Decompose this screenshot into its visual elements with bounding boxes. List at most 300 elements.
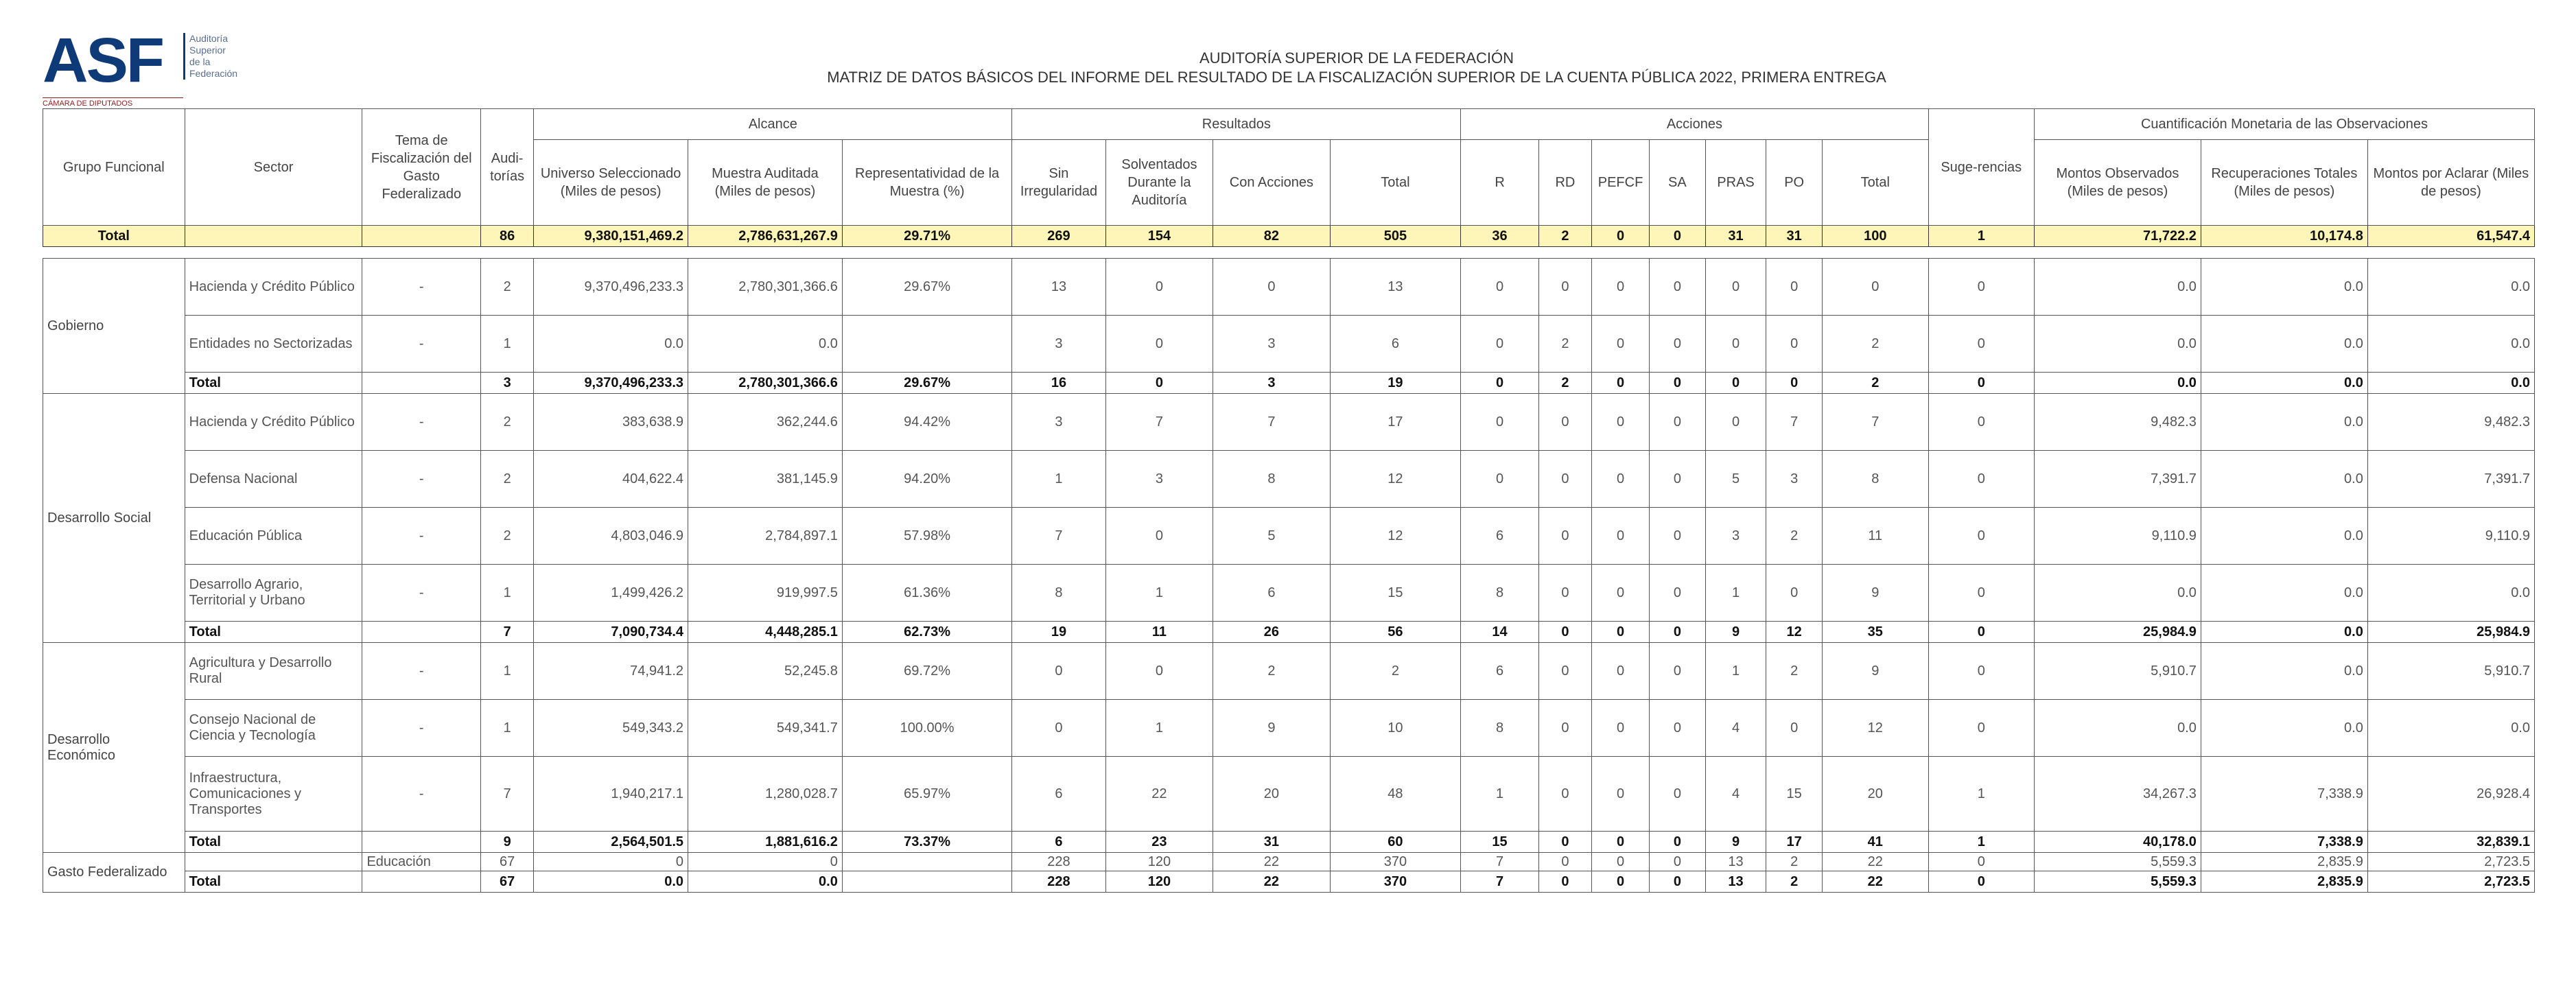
cell-total-acciones: 41 xyxy=(1823,832,1929,853)
cell-total-acciones: 12 xyxy=(1823,700,1929,757)
cell-montos-aclarar: 26,928.4 xyxy=(2367,757,2534,832)
cell-sugerencias: 1 xyxy=(1928,832,2034,853)
cell-sa: 0 xyxy=(1650,226,1706,247)
cell-montos-aclarar: 61,547.4 xyxy=(2367,226,2534,247)
cell-auditorias: 3 xyxy=(481,373,534,394)
cell-muestra: 0.0 xyxy=(688,871,843,893)
cell-po: 31 xyxy=(1766,226,1823,247)
cell-recuperaciones: 7,338.9 xyxy=(2201,832,2367,853)
cell-con-acciones: 22 xyxy=(1213,871,1330,893)
empty-cell xyxy=(362,226,481,247)
cell-sa: 0 xyxy=(1650,316,1706,373)
cell-sa: 0 xyxy=(1650,643,1706,700)
col-montos-observados: Montos Observados (Miles de pesos) xyxy=(2034,140,2201,226)
cell-r: 15 xyxy=(1461,832,1539,853)
cell-muestra: 2,786,631,267.9 xyxy=(688,226,843,247)
cell-r: 0 xyxy=(1461,316,1539,373)
group-alcance: Alcance xyxy=(534,109,1012,140)
cell-con-acciones: 31 xyxy=(1213,832,1330,853)
group-cuantificacion: Cuantificación Monetaria de las Observaciones xyxy=(2034,109,2534,140)
cell-sugerencias: 0 xyxy=(1928,316,2034,373)
cell-total-acciones: 7 xyxy=(1823,394,1929,451)
cell-representatividad: 62.73% xyxy=(842,622,1012,643)
cell-montos-observados: 5,559.3 xyxy=(2034,853,2201,871)
cell-sin-irregularidad: 228 xyxy=(1012,871,1105,893)
cell-total-acciones: 0 xyxy=(1823,259,1929,316)
cell-pefcf: 0 xyxy=(1592,508,1650,565)
subtotal-label: Total xyxy=(185,871,362,893)
col-solventados: Solventados Durante la Auditoría xyxy=(1105,140,1213,226)
cell-sugerencias: 0 xyxy=(1928,259,2034,316)
cell-sugerencias: 0 xyxy=(1928,373,2034,394)
cell-universo: 7,090,734.4 xyxy=(534,622,688,643)
cell-con-acciones: 26 xyxy=(1213,622,1330,643)
cell-solventados: 23 xyxy=(1105,832,1213,853)
cell-sa: 0 xyxy=(1650,832,1706,853)
cell-pras: 1 xyxy=(1705,643,1766,700)
cell-sector: Entidades no Sectorizadas xyxy=(185,316,362,373)
table-row xyxy=(43,394,2535,451)
cell-rd: 0 xyxy=(1538,871,1591,893)
cell-total-resultados: 6 xyxy=(1330,316,1461,373)
cell-total-acciones: 11 xyxy=(1823,508,1929,565)
cell-montos-observados: 40,178.0 xyxy=(2034,832,2201,853)
cell-muestra: 0 xyxy=(688,853,843,871)
cell-representatividad: 73.37% xyxy=(842,832,1012,853)
cell-representatividad: 29.67% xyxy=(842,259,1012,316)
cell-pras: 4 xyxy=(1705,700,1766,757)
cell-representatividad: 69.72% xyxy=(842,643,1012,700)
group-name-social: Desarrollo Social xyxy=(43,394,185,643)
cell-solventados: 120 xyxy=(1105,853,1213,871)
cell-sa: 0 xyxy=(1650,853,1706,871)
col-pefcf: PEFCF xyxy=(1592,140,1650,226)
cell-solventados: 3 xyxy=(1105,451,1213,508)
cell-pras: 0 xyxy=(1705,373,1766,394)
cell-universo: 0.0 xyxy=(534,316,688,373)
cell-po: 12 xyxy=(1766,622,1823,643)
cell-universo: 9,380,151,469.2 xyxy=(534,226,688,247)
cell-total-resultados: 17 xyxy=(1330,394,1461,451)
cell-muestra: 2,784,897.1 xyxy=(688,508,843,565)
empty-cell xyxy=(362,832,481,853)
cell-auditorias: 2 xyxy=(481,259,534,316)
cell-po: 0 xyxy=(1766,700,1823,757)
cell-pefcf: 0 xyxy=(1592,259,1650,316)
cell-sa: 0 xyxy=(1650,451,1706,508)
cell-con-acciones: 2 xyxy=(1213,643,1330,700)
cell-total-acciones: 2 xyxy=(1823,316,1929,373)
cell-representatividad: 65.97% xyxy=(842,757,1012,832)
cell-rd: 0 xyxy=(1538,643,1591,700)
cell-tema: - xyxy=(362,394,481,451)
cell-montos-observados: 9,110.9 xyxy=(2034,508,2201,565)
cell-sa: 0 xyxy=(1650,394,1706,451)
cell-r: 6 xyxy=(1461,643,1539,700)
cell-montos-observados: 7,391.7 xyxy=(2034,451,2201,508)
cell-pras: 3 xyxy=(1705,508,1766,565)
cell-rd: 0 xyxy=(1538,622,1591,643)
subtotal-row xyxy=(43,622,2535,643)
cell-recuperaciones: 2,835.9 xyxy=(2201,871,2367,893)
cell-rd: 2 xyxy=(1538,373,1591,394)
cell-solventados: 22 xyxy=(1105,757,1213,832)
cell-sa: 0 xyxy=(1650,259,1706,316)
cell-total-resultados: 19 xyxy=(1330,373,1461,394)
cell-pefcf: 0 xyxy=(1592,622,1650,643)
cell-sin-irregularidad: 6 xyxy=(1012,832,1105,853)
cell-muestra: 1,280,028.7 xyxy=(688,757,843,832)
cell-muestra: 381,145.9 xyxy=(688,451,843,508)
cell-recuperaciones: 0.0 xyxy=(2201,373,2367,394)
cell-universo: 1,940,217.1 xyxy=(534,757,688,832)
col-r: R xyxy=(1461,140,1539,226)
cell-pras: 13 xyxy=(1705,853,1766,871)
subtotal-row xyxy=(43,871,2535,893)
cell-sa: 0 xyxy=(1650,757,1706,832)
cell-pras: 5 xyxy=(1705,451,1766,508)
table-row xyxy=(43,700,2535,757)
cell-universo: 4,803,046.9 xyxy=(534,508,688,565)
cell-muestra: 2,780,301,366.6 xyxy=(688,259,843,316)
cell-muestra: 52,245.8 xyxy=(688,643,843,700)
cell-sugerencias: 0 xyxy=(1928,565,2034,622)
cell-recuperaciones: 0.0 xyxy=(2201,700,2367,757)
cell-pras: 9 xyxy=(1705,622,1766,643)
cell-muestra: 1,881,616.2 xyxy=(688,832,843,853)
cell-universo: 404,622.4 xyxy=(534,451,688,508)
cell-r: 7 xyxy=(1461,871,1539,893)
col-recuperaciones: Recuperaciones Totales (Miles de pesos) xyxy=(2201,140,2367,226)
cell-tema: - xyxy=(362,757,481,832)
cell-con-acciones: 20 xyxy=(1213,757,1330,832)
cell-montos-observados: 25,984.9 xyxy=(2034,622,2201,643)
cell-total-resultados: 60 xyxy=(1330,832,1461,853)
spacer-row xyxy=(43,247,2535,259)
col-montos-aclarar: Montos por Aclarar (Miles de pesos) xyxy=(2367,140,2534,226)
cell-representatividad xyxy=(842,871,1012,893)
cell-representatividad: 94.20% xyxy=(842,451,1012,508)
cell-sector: Hacienda y Crédito Público xyxy=(185,259,362,316)
cell-total-resultados: 10 xyxy=(1330,700,1461,757)
logo-camara: CÁMARA DE DIPUTADOS xyxy=(43,97,183,108)
cell-montos-aclarar: 2,723.5 xyxy=(2367,853,2534,871)
cell-representatividad: 57.98% xyxy=(842,508,1012,565)
cell-pras: 0 xyxy=(1705,394,1766,451)
cell-total-acciones: 2 xyxy=(1823,373,1929,394)
cell-total-resultados: 13 xyxy=(1330,259,1461,316)
col-representatividad: Representatividad de la Muestra (%) xyxy=(842,140,1012,226)
col-sector: Sector xyxy=(185,109,362,226)
col-muestra: Muestra Auditada (Miles de pesos) xyxy=(688,140,843,226)
cell-auditorias: 2 xyxy=(481,394,534,451)
cell-rd: 0 xyxy=(1538,451,1591,508)
cell-po: 2 xyxy=(1766,853,1823,871)
cell-montos-observados: 9,482.3 xyxy=(2034,394,2201,451)
cell-total-resultados: 48 xyxy=(1330,757,1461,832)
data-matrix-table xyxy=(43,108,2535,893)
cell-pras: 0 xyxy=(1705,316,1766,373)
cell-montos-aclarar: 2,723.5 xyxy=(2367,871,2534,893)
table-row xyxy=(43,316,2535,373)
cell-montos-observados: 0.0 xyxy=(2034,316,2201,373)
cell-pras: 13 xyxy=(1705,871,1766,893)
cell-solventados: 1 xyxy=(1105,700,1213,757)
cell-universo: 1,499,426.2 xyxy=(534,565,688,622)
cell-pefcf: 0 xyxy=(1592,373,1650,394)
cell-r: 0 xyxy=(1461,451,1539,508)
cell-pefcf: 0 xyxy=(1592,832,1650,853)
table-row xyxy=(43,565,2535,622)
cell-representatividad: 100.00% xyxy=(842,700,1012,757)
cell-total-acciones: 35 xyxy=(1823,622,1929,643)
cell-montos-observados: 5,559.3 xyxy=(2034,871,2201,893)
cell-universo: 549,343.2 xyxy=(534,700,688,757)
cell-sa: 0 xyxy=(1650,700,1706,757)
cell-auditorias: 1 xyxy=(481,316,534,373)
cell-sin-irregularidad: 16 xyxy=(1012,373,1105,394)
cell-montos-aclarar: 0.0 xyxy=(2367,700,2534,757)
cell-sector: Educación Pública xyxy=(185,508,362,565)
cell-sugerencias: 0 xyxy=(1928,871,2034,893)
cell-r: 0 xyxy=(1461,373,1539,394)
cell-muestra: 2,780,301,366.6 xyxy=(688,373,843,394)
cell-sugerencias: 1 xyxy=(1928,226,2034,247)
cell-total-resultados: 505 xyxy=(1330,226,1461,247)
cell-total-resultados: 370 xyxy=(1330,871,1461,893)
cell-rd: 0 xyxy=(1538,853,1591,871)
cell-sin-irregularidad: 7 xyxy=(1012,508,1105,565)
table-row xyxy=(43,451,2535,508)
logo-text: ASF xyxy=(43,25,163,95)
cell-con-acciones: 5 xyxy=(1213,508,1330,565)
cell-recuperaciones: 0.0 xyxy=(2201,508,2367,565)
cell-montos-observados: 0.0 xyxy=(2034,700,2201,757)
cell-po: 0 xyxy=(1766,373,1823,394)
cell-sugerencias: 1 xyxy=(1928,757,2034,832)
cell-solventados: 0 xyxy=(1105,643,1213,700)
cell-tema: - xyxy=(362,700,481,757)
cell-solventados: 120 xyxy=(1105,871,1213,893)
col-pras: PRAS xyxy=(1705,140,1766,226)
cell-tema: - xyxy=(362,259,481,316)
cell-total-acciones: 8 xyxy=(1823,451,1929,508)
cell-pefcf: 0 xyxy=(1592,316,1650,373)
cell-rd: 0 xyxy=(1538,394,1591,451)
cell-recuperaciones: 0.0 xyxy=(2201,565,2367,622)
cell-sin-irregularidad: 13 xyxy=(1012,259,1105,316)
cell-solventados: 0 xyxy=(1105,508,1213,565)
table-row xyxy=(43,259,2535,316)
cell-rd: 2 xyxy=(1538,316,1591,373)
cell-pras: 1 xyxy=(1705,565,1766,622)
cell-po: 7 xyxy=(1766,394,1823,451)
cell-sin-irregularidad: 269 xyxy=(1012,226,1105,247)
cell-montos-aclarar: 9,482.3 xyxy=(2367,394,2534,451)
cell-muestra: 919,997.5 xyxy=(688,565,843,622)
cell-recuperaciones: 10,174.8 xyxy=(2201,226,2367,247)
cell-montos-aclarar: 9,110.9 xyxy=(2367,508,2534,565)
cell-r: 0 xyxy=(1461,259,1539,316)
cell-solventados: 0 xyxy=(1105,373,1213,394)
empty-cell xyxy=(362,871,481,893)
cell-auditorias: 7 xyxy=(481,622,534,643)
cell-r: 8 xyxy=(1461,700,1539,757)
empty-cell xyxy=(362,373,481,394)
cell-pras: 0 xyxy=(1705,259,1766,316)
cell-total-resultados: 370 xyxy=(1330,853,1461,871)
cell-po: 3 xyxy=(1766,451,1823,508)
cell-tema: - xyxy=(362,508,481,565)
cell-con-acciones: 9 xyxy=(1213,700,1330,757)
cell-rd: 0 xyxy=(1538,832,1591,853)
col-total-resultados: Total xyxy=(1330,140,1461,226)
cell-muestra: 0.0 xyxy=(688,316,843,373)
cell-r: 8 xyxy=(1461,565,1539,622)
group-acciones: Acciones xyxy=(1461,109,1928,140)
cell-rd: 0 xyxy=(1538,259,1591,316)
cell-tema: - xyxy=(362,643,481,700)
cell-sector: Agricultura y Desarrollo Rural xyxy=(185,643,362,700)
cell-recuperaciones: 0.0 xyxy=(2201,643,2367,700)
cell-auditorias: 9 xyxy=(481,832,534,853)
cell-sugerencias: 0 xyxy=(1928,394,2034,451)
cell-r: 6 xyxy=(1461,508,1539,565)
cell-montos-aclarar: 0.0 xyxy=(2367,373,2534,394)
cell-auditorias: 2 xyxy=(481,451,534,508)
col-auditorias: Audi-torías xyxy=(481,109,534,226)
cell-solventados: 11 xyxy=(1105,622,1213,643)
cell-solventados: 154 xyxy=(1105,226,1213,247)
cell-sa: 0 xyxy=(1650,373,1706,394)
cell-representatividad: 61.36% xyxy=(842,565,1012,622)
cell-sector xyxy=(185,853,362,871)
header-row-groups xyxy=(43,109,2535,140)
cell-tema: - xyxy=(362,451,481,508)
cell-sector: Defensa Nacional xyxy=(185,451,362,508)
cell-recuperaciones: 0.0 xyxy=(2201,316,2367,373)
cell-total-resultados: 12 xyxy=(1330,451,1461,508)
cell-auditorias: 67 xyxy=(481,871,534,893)
cell-po: 17 xyxy=(1766,832,1823,853)
report-title: AUDITORÍA SUPERIOR DE LA FEDERACIÓN xyxy=(1199,49,1514,67)
cell-recuperaciones: 0.0 xyxy=(2201,259,2367,316)
cell-r: 0 xyxy=(1461,394,1539,451)
group-name-economico: Desarrollo Económico xyxy=(43,643,185,853)
cell-recuperaciones: 2,835.9 xyxy=(2201,853,2367,871)
col-con-acciones: Con Acciones xyxy=(1213,140,1330,226)
cell-muestra: 362,244.6 xyxy=(688,394,843,451)
col-total-acciones: Total xyxy=(1823,140,1929,226)
cell-sugerencias: 0 xyxy=(1928,643,2034,700)
cell-con-acciones: 3 xyxy=(1213,316,1330,373)
cell-montos-aclarar: 0.0 xyxy=(2367,259,2534,316)
cell-montos-aclarar: 0.0 xyxy=(2367,316,2534,373)
cell-r: 36 xyxy=(1461,226,1539,247)
cell-total-acciones: 9 xyxy=(1823,565,1929,622)
cell-total-acciones: 22 xyxy=(1823,853,1929,871)
cell-pefcf: 0 xyxy=(1592,871,1650,893)
cell-total-resultados: 56 xyxy=(1330,622,1461,643)
cell-universo: 9,370,496,233.3 xyxy=(534,259,688,316)
grand-total-label: Total xyxy=(43,226,185,247)
cell-pefcf: 0 xyxy=(1592,451,1650,508)
cell-universo: 2,564,501.5 xyxy=(534,832,688,853)
cell-representatividad xyxy=(842,316,1012,373)
cell-sin-irregularidad: 1 xyxy=(1012,451,1105,508)
group-resultados: Resultados xyxy=(1012,109,1461,140)
cell-tema: Educación xyxy=(362,853,481,871)
table-body xyxy=(43,226,2535,893)
cell-universo: 0.0 xyxy=(534,871,688,893)
cell-montos-aclarar: 25,984.9 xyxy=(2367,622,2534,643)
cell-representatividad: 29.67% xyxy=(842,373,1012,394)
col-tema: Tema de Fiscalización del Gasto Federalizado xyxy=(362,109,481,226)
col-po: PO xyxy=(1766,140,1823,226)
subtotal-row xyxy=(43,373,2535,394)
cell-auditorias: 67 xyxy=(481,853,534,871)
cell-total-acciones: 20 xyxy=(1823,757,1929,832)
cell-recuperaciones: 0.0 xyxy=(2201,394,2367,451)
cell-con-acciones: 7 xyxy=(1213,394,1330,451)
col-sa: SA xyxy=(1650,140,1706,226)
cell-po: 0 xyxy=(1766,565,1823,622)
subtotal-label: Total xyxy=(185,622,362,643)
group-name-gobierno: Gobierno xyxy=(43,259,185,394)
table-row xyxy=(43,757,2535,832)
cell-pras: 9 xyxy=(1705,832,1766,853)
cell-recuperaciones: 7,338.9 xyxy=(2201,757,2367,832)
cell-auditorias: 1 xyxy=(481,700,534,757)
cell-sa: 0 xyxy=(1650,565,1706,622)
subtotal-row xyxy=(43,832,2535,853)
cell-muestra: 549,341.7 xyxy=(688,700,843,757)
grand-total-row xyxy=(43,226,2535,247)
logo-sub-line: Auditoría xyxy=(189,33,229,44)
cell-total-resultados: 15 xyxy=(1330,565,1461,622)
cell-auditorias: 86 xyxy=(481,226,534,247)
cell-sa: 0 xyxy=(1650,622,1706,643)
cell-sin-irregularidad: 0 xyxy=(1012,700,1105,757)
cell-montos-aclarar: 5,910.7 xyxy=(2367,643,2534,700)
empty-cell xyxy=(185,226,362,247)
logo-sub-line: de la Federación xyxy=(189,56,238,79)
col-sugerencias: Suge-rencias xyxy=(1928,109,2034,226)
cell-montos-observados: 0.0 xyxy=(2034,565,2201,622)
logo-sub-line: Superior xyxy=(189,45,226,56)
cell-tema: - xyxy=(362,565,481,622)
cell-muestra: 4,448,285.1 xyxy=(688,622,843,643)
cell-total-acciones: 22 xyxy=(1823,871,1929,893)
cell-montos-aclarar: 32,839.1 xyxy=(2367,832,2534,853)
cell-pefcf: 0 xyxy=(1592,700,1650,757)
cell-total-acciones: 100 xyxy=(1823,226,1929,247)
cell-pras: 4 xyxy=(1705,757,1766,832)
cell-sector: Desarrollo Agrario, Territorial y Urbano xyxy=(185,565,362,622)
cell-montos-observados: 0.0 xyxy=(2034,373,2201,394)
cell-auditorias: 1 xyxy=(481,565,534,622)
cell-sugerencias: 0 xyxy=(1928,622,2034,643)
cell-sin-irregularidad: 8 xyxy=(1012,565,1105,622)
cell-con-acciones: 6 xyxy=(1213,565,1330,622)
cell-con-acciones: 22 xyxy=(1213,853,1330,871)
cell-solventados: 0 xyxy=(1105,259,1213,316)
cell-montos-observados: 34,267.3 xyxy=(2034,757,2201,832)
cell-sin-irregularidad: 6 xyxy=(1012,757,1105,832)
cell-rd: 0 xyxy=(1538,565,1591,622)
cell-total-acciones: 9 xyxy=(1823,643,1929,700)
cell-universo: 9,370,496,233.3 xyxy=(534,373,688,394)
